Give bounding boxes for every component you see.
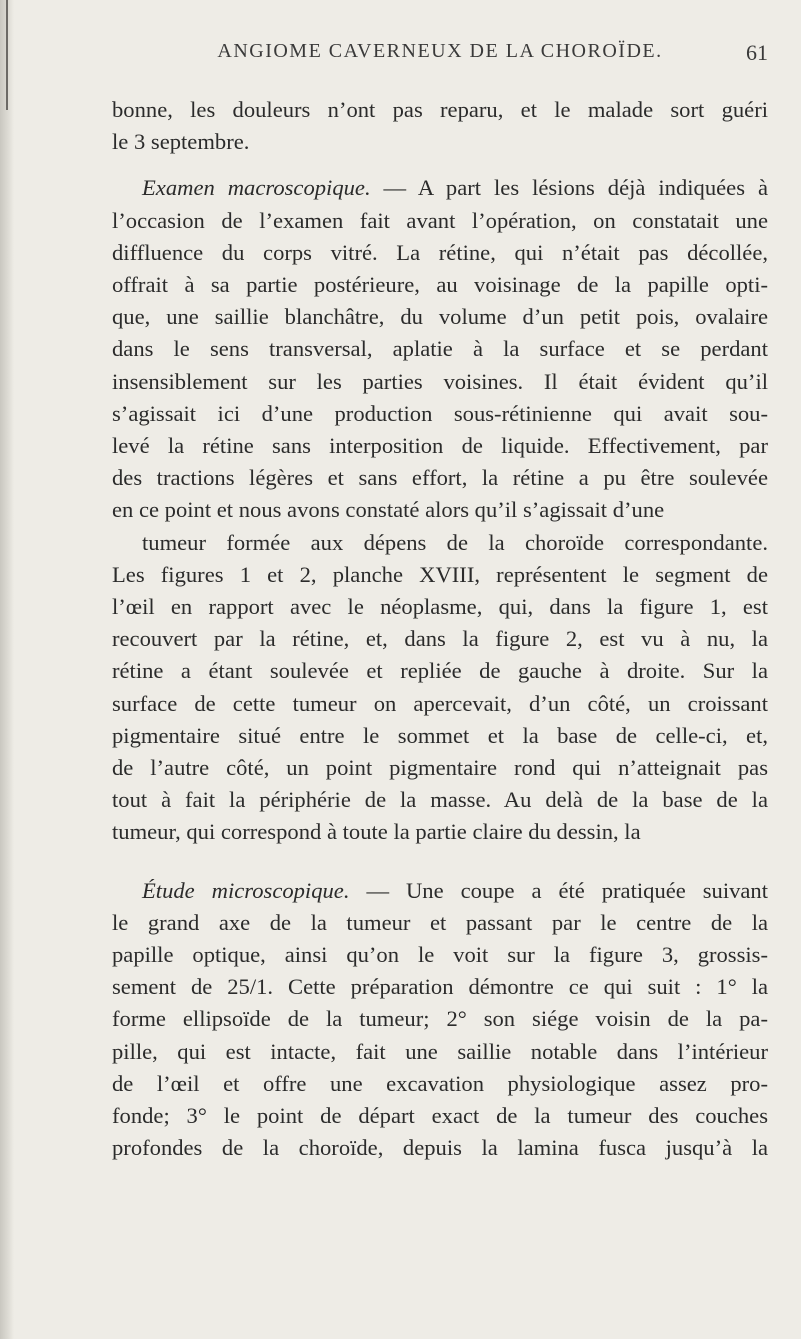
heading-continuation: — Une coupe a été pratiquée suivant [349,877,769,903]
text-line: tumeur, qui correspond à toute la partie claire du dessin, la [112,819,641,845]
paragraph-1 [112,94,768,158]
text-line: profondes de la choroïde, depuis la lamina fusca jusqu’à la [112,1135,768,1161]
text-line: surface de cette tumeur on apercevait, d’un côté, un croissant [112,690,768,716]
text-line: rétine a étant soulevée et repliée de gauche à droite. Sur la [112,658,768,684]
text-line: s’agissait ici d’une production sous-rétinienne qui avait sou- [112,400,768,426]
text-line: forme ellipsoïde de la tumeur; 2° son siége voisin de la pa- [112,1006,768,1032]
running-head-title: ANGIOME CAVERNEUX DE LA CHOROÏDE. [217,40,663,62]
section-heading-microscopique: Étude microscopique. [142,877,350,903]
body-text [112,94,768,1165]
text-line: papille optique, ainsi qu’on le voit sur la figure 3, grossis- [112,942,768,968]
text-line: offrait à sa partie postérieure, au voisinage de la papille opti- [112,272,768,298]
text-line: l’occasion de l’examen fait avant l’opération, on constatait une [112,207,768,233]
text-line: levé la rétine sans interposition de liquide. Effectivement, par [112,433,768,459]
text-line: tout à fait la périphérie de la masse. Au delà de la base de la [112,787,768,813]
page-number: 61 [746,40,768,65]
text-line: tumeur formée aux dépens de la choroïde correspondante. [142,529,768,555]
text-line: que, une saillie blanchâtre, du volume d’un petit pois, ovalaire [112,304,768,330]
text-line: des tractions légères et sans effort, la rétine a pu être soulevée [112,465,768,491]
text-line: en ce point et nous avons constaté alors qu’il s’agissait d’une [112,497,665,523]
paragraph-etude-microscopique [112,875,768,1165]
text-line: bonne, les douleurs n’ont pas reparu, et le malade sort guéri [112,97,768,122]
page-binding-edge [0,0,14,1339]
text-line: de l’autre côté, un point pigmentaire rond qui n’atteignait pas [112,755,768,781]
running-head [112,40,768,74]
paragraph-examen-macroscopique [112,172,768,848]
text-line: dans le sens transversal, aplatie à la surface et se perdant [112,336,768,362]
text-line: fonde; 3° le point de départ exact de la tumeur des couches [112,1103,768,1129]
text-line-with-heading [112,875,768,907]
text-line: sement de 25/1. Cette préparation démontre ce qui suit : 1° la [112,974,768,1000]
text-line: le grand axe de la tumeur et passant par le centre de la [112,909,768,935]
text-line: diffluence du corps vitré. La rétine, qui n’était pas décollée, [112,239,768,265]
text-line: de l’œil et offre une excavation physiologique assez pro- [112,1070,768,1096]
text-line: pigmentaire situé entre le sommet et la base de celle-ci, et, [112,722,768,748]
text-line: Les figures 1 et 2, planche XVIII, représentent le segment de [112,561,768,587]
section-heading-macroscopique: Examen macroscopique. [142,175,371,201]
book-page [112,40,768,1165]
text-line-with-heading [112,172,768,204]
text-line: insensiblement sur les parties voisines. Il était évident qu’il [112,368,768,394]
text-line: l’œil en rapport avec le néoplasme, qui, dans la figure 1, est [112,594,768,620]
text-line: pille, qui est intacte, fait une saillie notable dans l’intérieur [112,1038,768,1064]
binding-shadow-line [6,0,8,110]
heading-continuation: — A part les lésions déjà indiquées à [370,175,768,201]
text-line: le 3 septembre. [112,129,250,155]
text-line: recouvert par la rétine, et, dans la figure 2, est vu à nu, la [112,626,768,652]
